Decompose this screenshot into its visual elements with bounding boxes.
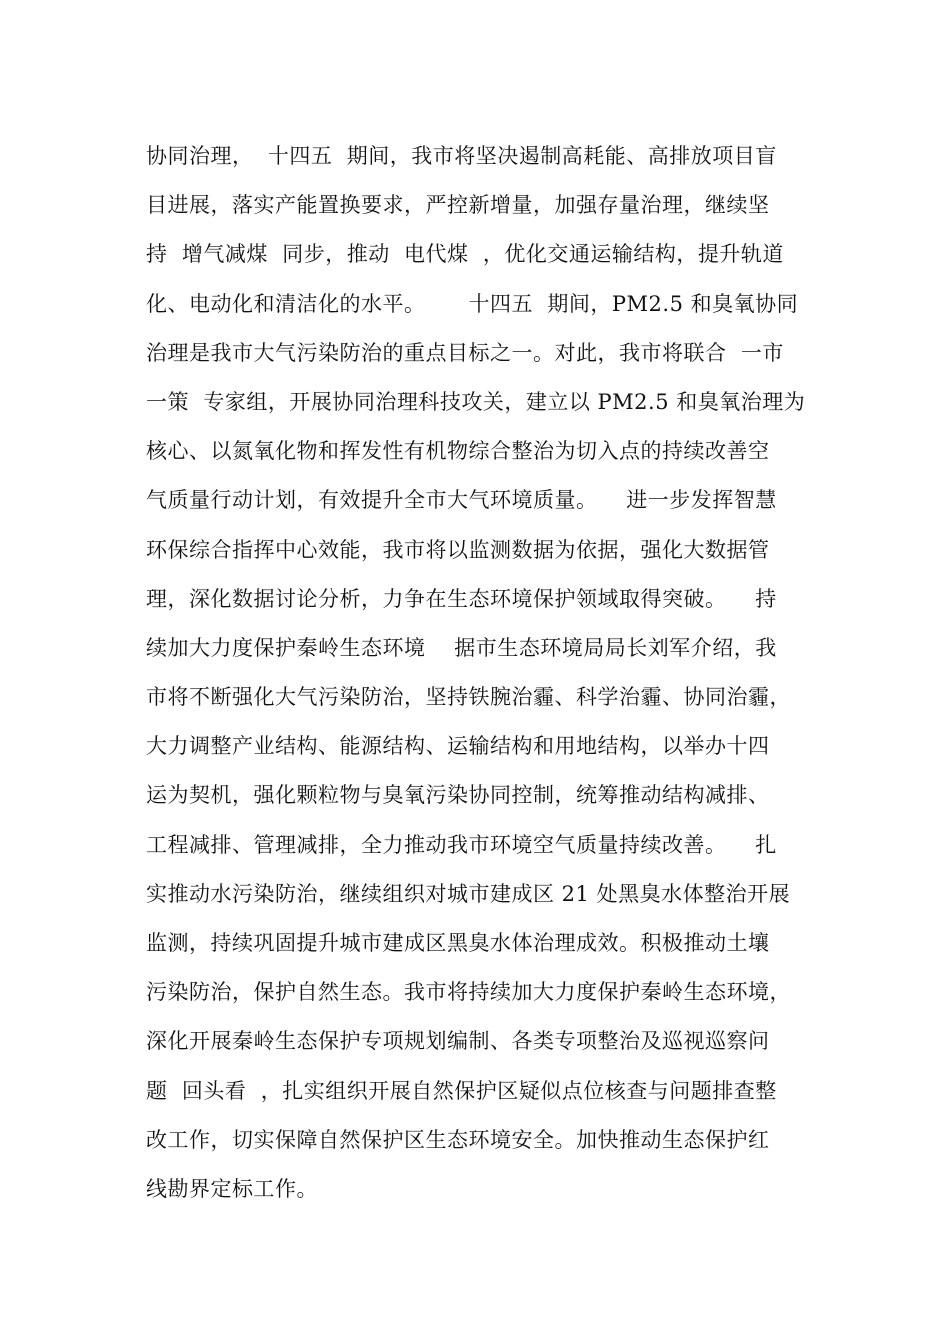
text-line: 市将不断强化大气污染防治，坚持铁腕治霾、科学治霾、协同治霾， [146, 685, 791, 710]
text-line: 核心、以氮氧化物和挥发性有机物综合整治为切入点的持续改善空 [146, 439, 770, 464]
text-line: 理，深化数据讨论分析，力争在生态环境保护领域取得突破。 持 [146, 586, 777, 611]
text-line: 深化开展秦岭生态保护专项规划编制、各类专项整治及巡视巡察问 [146, 1029, 770, 1054]
text-line: 线勘界定标工作。 [146, 1176, 318, 1201]
text-line: 监测，持续巩固提升城市建成区黑臭水体治理成效。积极推动土壤 [146, 931, 770, 955]
text-line: 大力调整产业结构、能源结构、运输结构和用地结构，以举办十四 [146, 734, 770, 759]
text-line: 污染防治，保护自然生态。我市将持续加大力度保护秦岭生态环境， [146, 980, 791, 1005]
text-line: 工程减排、管理减排，全力推动我市环境空气质量持续改善。 扎 [146, 832, 777, 857]
text-line: 目进展，落实产能置换要求，严控新增量，加强存量治理，继续坚 [146, 193, 770, 218]
text-line: 环保综合指挥中心效能，我市将以监测数据为依据，强化大数据管 [146, 537, 770, 562]
text-line: 一策 专家组，开展协同治理科技攻关，建立以 PM2.5 和臭氧治理为 [146, 389, 806, 414]
text-line: 协同治理， 十四五 期间，我市将坚决遏制高耗能、高排放项目盲 [146, 144, 777, 168]
text-line: 续加大力度保护秦岭生态环境 据市生态环境局局长刘军介绍，我 [146, 635, 777, 660]
text-line: 改工作，切实保障自然保护区生态环境安全。加快推动生态保护红 [146, 1127, 770, 1152]
text-line: 持 增气减煤 同步，推动 电代煤 ，优化交通运输结构，提升轨道 [146, 242, 784, 267]
text-line: 题 回头看 ，扎实组织开展自然保护区疑似点位核查与问题排查整 [146, 1078, 777, 1103]
text-line: 实推动水污染防治，继续组织对城市建成区 21 处黑臭水体整治开展 [146, 881, 791, 906]
text-line: 治理是我市大气污染防治的重点目标之一。对此，我市将联合 一市 [146, 340, 784, 365]
text-line: 运为契机，强化颗粒物与臭氧污染协同控制，统筹推动结构减排、 [146, 783, 770, 808]
text-line: 气质量行动计划，有效提升全市大气环境质量。 进一步发挥智慧 [146, 488, 777, 513]
body-text [146, 132, 826, 1214]
text-line: 化、电动化和清洁化的水平。 十四五 期间，PM2.5 和臭氧协同 [146, 291, 799, 316]
